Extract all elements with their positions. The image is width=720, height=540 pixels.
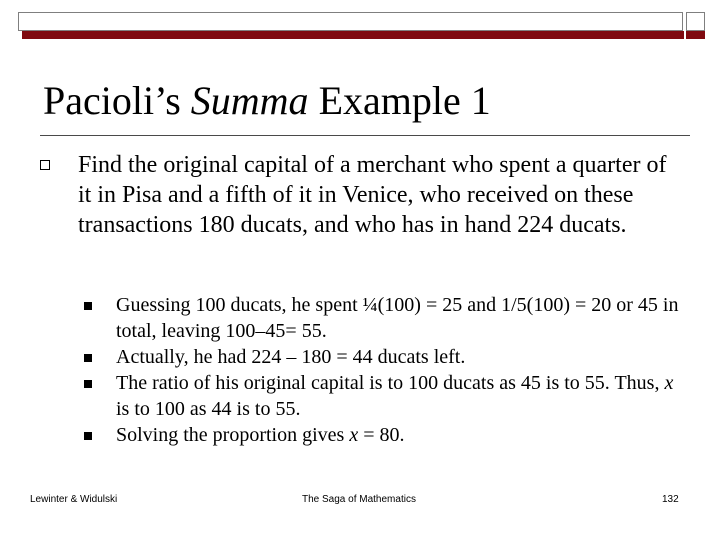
filled-square-bullet-icon <box>84 380 92 388</box>
slide-title <box>43 76 491 126</box>
title-suffix: Example 1 <box>308 78 491 123</box>
sub-bullet-text-part: The ratio of his original capital is to 100 ducats as 45 is to 55. Thus, <box>116 372 665 394</box>
banner-small-strip <box>686 31 705 39</box>
footer-authors: Lewinter & Widulski <box>30 494 118 505</box>
sub-bullet-text: Actually, he had 224 – 180 = 44 ducats left. <box>116 346 466 368</box>
footer-book-title: The Saga of Mathematics <box>302 494 416 505</box>
sub-bullet-item <box>80 292 680 344</box>
title-prefix: Pacioli’s <box>43 78 191 123</box>
title-divider <box>40 135 690 136</box>
footer-page-number: 132 <box>662 494 679 505</box>
filled-square-bullet-icon <box>84 354 92 362</box>
filled-square-bullet-icon <box>84 302 92 310</box>
variable-x: x <box>664 372 674 394</box>
header-banner <box>0 0 720 40</box>
filled-square-bullet-icon <box>84 432 92 440</box>
title-italic: Summa <box>190 78 309 123</box>
banner-small-box <box>686 12 705 31</box>
sub-bullet-item <box>80 344 680 370</box>
sub-bullet-text-part: is to 100 as 44 is to 55. <box>116 398 301 420</box>
sub-bullet-text-part: = 80. <box>358 424 405 446</box>
hollow-square-bullet-icon <box>40 160 50 170</box>
banner-strip <box>22 31 684 39</box>
banner-box <box>18 12 683 31</box>
sub-bullet-text: Guessing 100 ducats, he spent ¼(100) = 25 and 1/5(100) = 20 or 45 in total, leaving 100–45= 55. <box>116 294 679 342</box>
sub-bullet-text-part: Solving the proportion gives <box>116 424 350 446</box>
variable-x: x <box>349 424 359 446</box>
sub-bullet-list <box>80 292 680 448</box>
sub-bullet-item <box>80 422 680 448</box>
sub-bullet-item <box>80 370 680 422</box>
main-bullet-text: Find the original capital of a merchant who spent a quarter of it in Pisa and a fifth of it in Venice, who received on these transactions 180 ducats, and who has in hand 224 ducats. <box>78 152 667 238</box>
